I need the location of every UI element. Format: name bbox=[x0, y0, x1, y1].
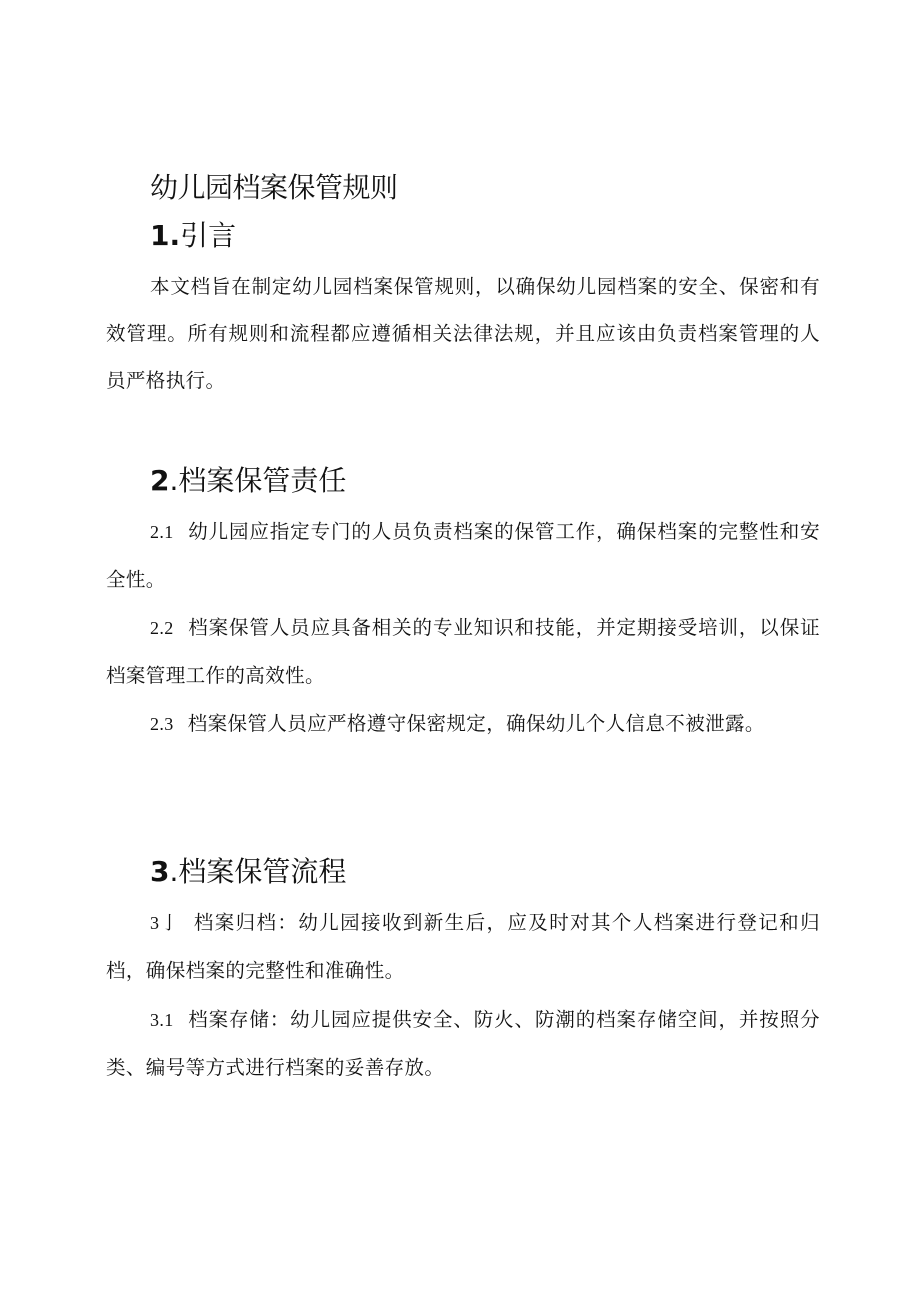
paragraph-text: 档案保管人员应严格遵守保密规定，确保幼儿个人信息不被泄露。 bbox=[187, 712, 765, 735]
clause-number: 3.1 bbox=[150, 1010, 174, 1030]
paragraph-2-3 bbox=[106, 700, 820, 748]
paragraph-text: 档案归档：幼儿园接收到新生后，应及时对其个人档案进行登记和归档，确保档案的完整性和准确性。 bbox=[106, 911, 820, 982]
paragraph-2-2 bbox=[106, 604, 820, 699]
section-heading-custody-process bbox=[150, 850, 346, 894]
clause-number: 2.3 bbox=[150, 714, 174, 734]
paragraph-text: 档案保管人员应具备相关的专业知识和技能，并定期接受培训，以保证档案管理工作的高效性。 bbox=[106, 616, 820, 687]
clause-number: 2.2 bbox=[150, 618, 174, 638]
section-title: .档案保管责任 bbox=[169, 464, 347, 497]
clause-number: 3亅 bbox=[150, 913, 180, 933]
section-title: 引言 bbox=[180, 219, 237, 252]
clause-number: 2.1 bbox=[150, 522, 174, 542]
section-number: 2 bbox=[150, 464, 170, 497]
paragraph-introduction bbox=[106, 263, 820, 404]
section-number: 1. bbox=[150, 219, 181, 252]
document-title: 幼儿园档案保管规则 bbox=[150, 171, 398, 204]
paragraph-text: 幼儿园应指定专门的人员负责档案的保管工作，确保档案的完整性和安全性。 bbox=[106, 520, 820, 591]
paragraph-3-archiving bbox=[106, 899, 820, 994]
section-heading-introduction bbox=[150, 214, 236, 258]
paragraph-3-1-storage bbox=[106, 996, 820, 1091]
paragraph-2-1 bbox=[106, 508, 820, 603]
section-title: .档案保管流程 bbox=[169, 855, 347, 888]
section-number: 3 bbox=[150, 855, 170, 888]
paragraph-text: 本文档旨在制定幼儿园档案保管规则，以确保幼儿园档案的安全、保密和有效管理。所有规则和流程都应遵循相关法律法规，并且应该由负责档案管理的人员严格执行。 bbox=[106, 275, 820, 392]
paragraph-text: 档案存储：幼儿园应提供安全、防火、防潮的档案存储空间，并按照分类、编号等方式进行档案的妥善存放。 bbox=[106, 1008, 820, 1079]
section-heading-custody-responsibility bbox=[150, 459, 346, 503]
